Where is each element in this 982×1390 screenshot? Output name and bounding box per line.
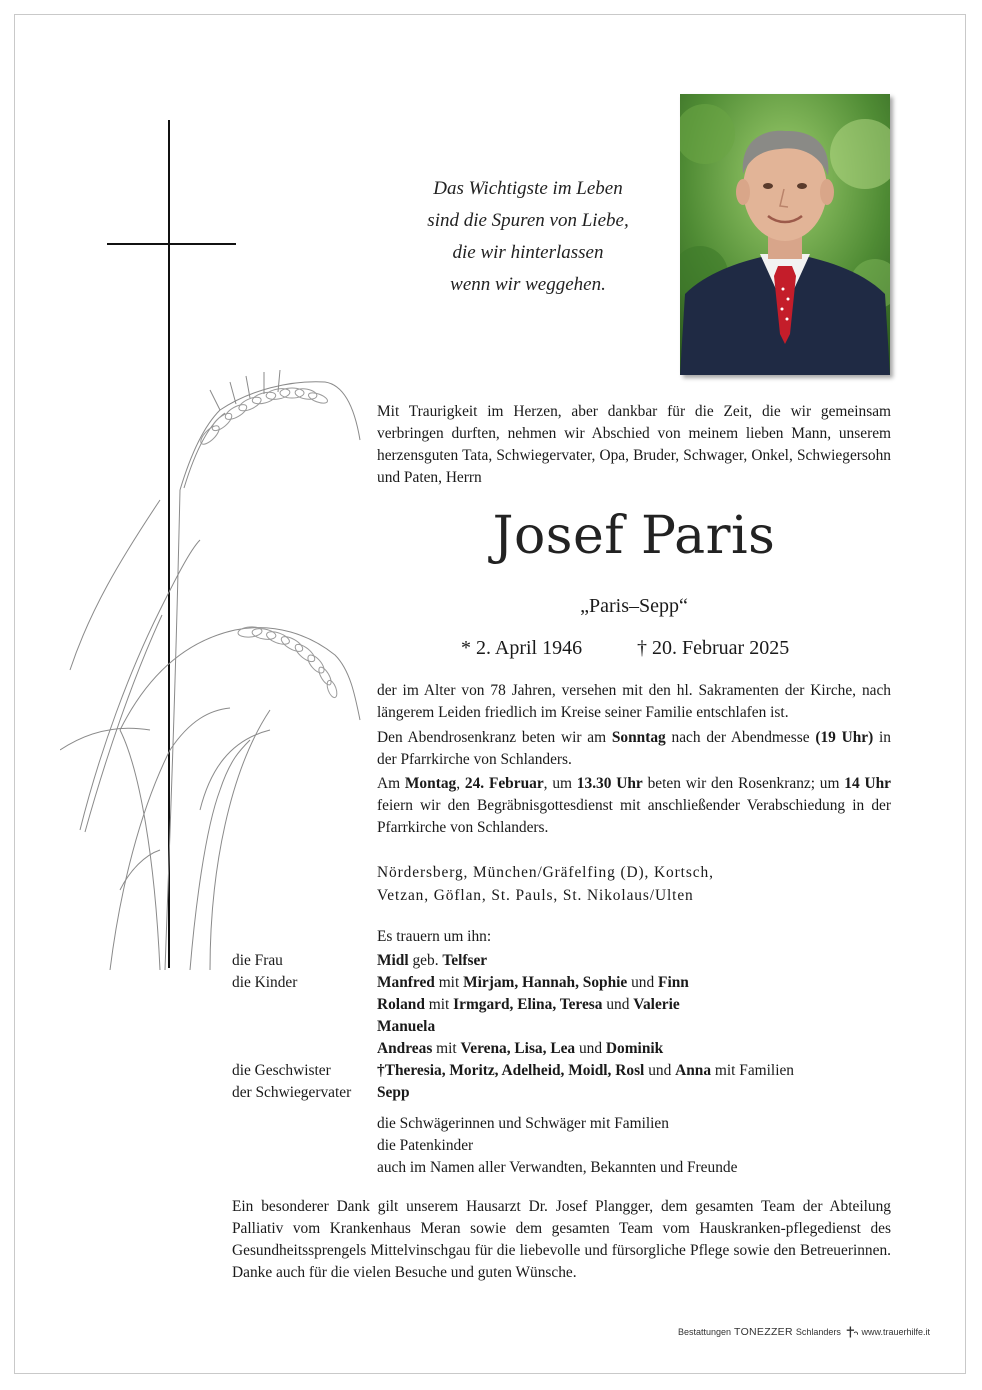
birth-date: * 2. April 1946 <box>461 637 583 659</box>
funeral-paragraph: Am Montag, 24. Februar, um 13.30 Uhr beten wir den Rosenkranz; um 14 Uhr feiern wir den Begräbnisgottesdienst mit anschließender Verabschiedung in der Pfarrkirche von Schlanders. <box>377 775 892 836</box>
label-wife: die Frau <box>232 952 283 969</box>
places-line: Vetzan, Göflan, St. Pauls, St. Nikolaus/Ulten <box>377 887 694 904</box>
motto-line: die wir hinterlassen <box>452 242 604 263</box>
father-in-law-name: Sepp <box>377 1084 410 1101</box>
mourners-heading: Es trauern um ihn: <box>377 928 492 945</box>
intro-text: Mit Traurigkeit im Herzen, aber dankbar für die Zeit, die wir gemeinsam verbringen durften, nehmen wir Abschied von meinem lieben Mann, unserem herzensguten Tata, Schwiegervater, Opa, Bruder, Schwager, Onkel, Schwiegersohn und Paten, Herrn <box>377 403 891 486</box>
wife-name: Midl geb. Telfser <box>377 952 488 969</box>
rosary-paragraph: Den Abendrosenkranz beten wir am Sonntag nach der Abendmesse (19 Uhr) in der Pfarrkirche von Schlanders. <box>377 729 891 768</box>
mourners-extra: auch im Namen aller Verwandten, Bekannten und Freunde <box>377 1159 738 1176</box>
death-date: † 20. Februar 2025 <box>637 637 790 659</box>
footer-url: www.trauerhilfe.it <box>861 1327 930 1337</box>
places-line: Nördersberg, München/Gräfelfing (D), Kortsch, <box>377 864 714 881</box>
footer-place: Schlanders <box>795 1327 841 1337</box>
child-line: Manuela <box>377 1018 436 1035</box>
wheat-icon <box>60 370 360 970</box>
portrait-photo <box>680 94 890 375</box>
footer-credit <box>678 1326 930 1338</box>
motto-line: Das Wichtigste im Leben <box>433 178 623 199</box>
footer-logo-icon <box>844 1326 859 1338</box>
child-line: Manfred mit Mirjam, Hannah, Sophie und Finn <box>377 974 689 991</box>
motto-line: sind die Spuren von Liebe, <box>427 210 629 231</box>
cross-icon <box>107 120 236 968</box>
details-paragraph: der im Alter von 78 Jahren, versehen mit den hl. Sakramenten der Kirche, nach längerem Leiden friedlich im Kreise seiner Familie entschlafen ist. <box>377 682 891 721</box>
siblings-line: †Theresia, Moritz, Adelheid, Moidl, Rosl und Anna mit Familien <box>377 1062 794 1079</box>
footer-brand: TONEZZER <box>734 1326 793 1338</box>
motto <box>396 173 660 301</box>
deceased-nickname: „Paris–Sepp“ <box>580 595 688 617</box>
footer-prefix: Bestattungen <box>678 1327 732 1337</box>
thanks-paragraph: Ein besonderer Dank gilt unserem Hausarzt Dr. Josef Plangger, dem gesamten Team der Abteilung Palliativ vom Krankenhaus Meran sowie dem gesamten Team vom Hauskranken-pflegedienst des Gesundheitssprengels Mittelvinschgau für die liebevolle und fürsorgliche Pflege sowie den Betreuerinnen. Danke auch für die vielen Besuche und guten Wünsche. <box>232 1198 891 1281</box>
deceased-name: Josef Paris <box>492 506 776 566</box>
motto-line: wenn wir weggehen. <box>450 274 606 295</box>
child-line: Roland mit Irmgard, Elina, Teresa und Valerie <box>377 996 680 1013</box>
label-children: die Kinder <box>232 974 298 991</box>
child-line: Andreas mit Verena, Lisa, Lea und Dominik <box>377 1040 664 1057</box>
mourners-extra: die Patenkinder <box>377 1137 474 1154</box>
label-father-in-law: der Schwiegervater <box>232 1084 352 1101</box>
label-siblings: die Geschwister <box>232 1062 331 1079</box>
places <box>377 861 891 907</box>
cross-wheat-illustration <box>60 110 380 970</box>
mourners-extra: die Schwägerinnen und Schwäger mit Familien <box>377 1115 669 1132</box>
